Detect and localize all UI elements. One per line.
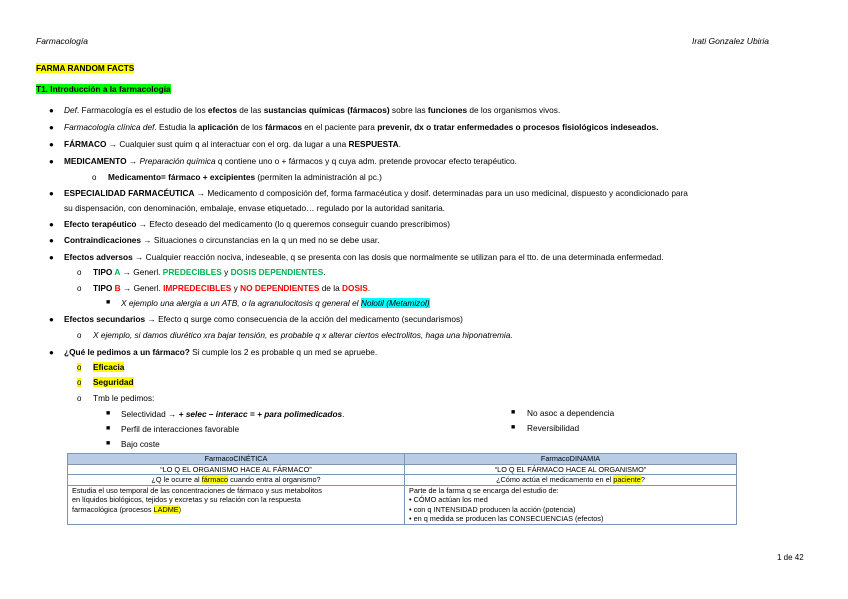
table-header-row	[68, 454, 737, 465]
bullet-icon: ●	[49, 106, 54, 115]
circle-bullet-icon: o	[77, 363, 82, 372]
circle-bullet-icon: o	[92, 173, 97, 182]
bullet-icon: ●	[49, 220, 54, 229]
table-cell: Estudia el uso temporal de las concentraciones de fármaco y sus metabolitos en líquidos biológicos, tejidos y excretas y su relación con la respuesta farmacológica (procesos LADME)	[68, 485, 405, 524]
definition-line: Def. Farmacología es el estudio de los efectos de las sustancias químicas (fármacos) sobre las funciones de los organismos vivos.	[64, 105, 561, 115]
farmaco-line: FÁRMACO → Cualquier sust quim q al interactuar con el org. da lugar a una RESPUESTA.	[64, 139, 401, 149]
square-bullet-icon: ■	[106, 410, 111, 417]
doc-title: FARMA RANDOM FACTS	[36, 63, 135, 73]
circle-bullet-icon: o	[77, 284, 82, 293]
table-cell: Parte de la farma q se encarga del estudio de: • CÓMO actúan los med • con q INTENSIDAD producen la acción (potencia) • en q medida se producen las CONSECUENCIAS (efectos)	[405, 485, 737, 524]
bullet-icon: ●	[49, 157, 54, 166]
table-cell: “LO Q EL FÁRMACO HACE AL ORGANISMO”	[405, 464, 737, 475]
medicamento-sub-line: Medicamento= fármaco + excipientes (permiten la administración al pc.)	[108, 172, 382, 182]
bullet-icon: ●	[49, 236, 54, 245]
bajo-coste-item: Bajo coste	[121, 439, 160, 449]
circle-bullet-icon: o	[77, 331, 82, 340]
perfil-item: Perfil de interacciones favorable	[121, 424, 240, 434]
reversibilidad-item: Reversibilidad	[527, 423, 580, 433]
selectividad-item: Selectividad → + selec – interacc = + para polimedicados.	[121, 409, 345, 419]
table-row	[68, 464, 737, 475]
table-cell: ¿Q le ocurre al fármaco cuando entra al organismo?	[68, 475, 405, 486]
bullet-icon: ●	[49, 123, 54, 132]
tipo-a-line: TIPO A → Generl. PREDECIBLES y DOSIS DEPENDIENTES.	[93, 267, 326, 277]
table-header-cell: FarmacoCINÉTICA	[68, 454, 405, 465]
table-row	[68, 475, 737, 486]
tipo-b-line: TIPO B → Generl. IMPREDECIBLES y NO DEPENDIENTES de la DOSIS.	[93, 283, 371, 293]
header-right: Irati Gonzalez Ubiria	[692, 36, 770, 46]
clinical-definition-line: Farmacología clínica def. Estudia la aplicación de los fármacos en el paciente para prevenir, dx o tratar enfermedades o procesos fisiológicos indeseados.	[64, 122, 659, 132]
bullet-icon: ●	[49, 140, 54, 149]
page-number: 1 de 42	[777, 553, 804, 562]
efectos-adversos-line: Efectos adversos → Cualquier reacción nociva, indeseable, q se presenta con las dosis que normalmente se utilizan para el tto. de una determinada enfermedad.	[64, 252, 664, 262]
square-bullet-icon: ■	[106, 425, 111, 432]
bullet-icon: ●	[49, 253, 54, 262]
circle-bullet-icon: o	[77, 394, 82, 403]
table-cell: ¿Cómo actúa el medicamento en el paciente?	[405, 475, 737, 486]
tambien-pedimos-line: Tmb le pedimos:	[93, 393, 155, 403]
seguridad-item: Seguridad	[93, 377, 134, 387]
table-cell: “LO Q EL ORGANISMO HACE AL FÁRMACO”	[68, 464, 405, 475]
especialidad-line-2: su dispensación, con denominación, embalaje, envase etiquetado… regulado por la autoridad sanitaria.	[64, 203, 445, 213]
square-bullet-icon: ■	[106, 299, 111, 306]
eficacia-item: Eficacia	[93, 362, 125, 372]
que-pedimos-line: ¿Qué le pedimos a un fármaco? Si cumple los 2 es probable q un med se apruebe.	[64, 347, 378, 357]
efectos-secundarios-example: X ejemplo, si damos diurético xra bajar tensión, es probable q x alterar ciertos electrolitos, haga una hiponatremia.	[93, 330, 513, 340]
bullet-icon: ●	[49, 189, 54, 198]
no-dependencia-item: No asoc a dependencia	[527, 408, 615, 418]
comparison-table	[67, 453, 737, 525]
bullet-icon: ●	[49, 348, 54, 357]
circle-bullet-icon: o	[77, 378, 82, 387]
section-title: T1. Introducción a la farmacología	[36, 84, 171, 94]
square-bullet-icon: ■	[511, 409, 516, 416]
contraindicaciones-line: Contraindicaciones → Situaciones o circunstancias en la q un med no se debe usar.	[64, 235, 380, 245]
efecto-terapeutico-line: Efecto terapéutico → Efecto deseado del medicamento (lo q queremos conseguir cuando prescribimos)	[64, 219, 450, 229]
bullet-icon: ●	[49, 315, 54, 324]
medicamento-line: MEDICAMENTO → Preparación química q contiene uno o + fármacos y q cuya adm. pretende provocar efecto terapéutico.	[64, 156, 517, 166]
efectos-secundarios-line: Efectos secundarios → Efecto q surge como consecuencia de la acción del medicamento (secundarismos)	[64, 314, 463, 324]
square-bullet-icon: ■	[106, 440, 111, 447]
header-left: Farmacología	[36, 36, 88, 46]
table-row	[68, 485, 737, 524]
square-bullet-icon: ■	[511, 424, 516, 431]
especialidad-line: ESPECIALIDAD FARMACÉUTICA → Medicamento d composición def, forma farmacéutica y dosif. determinadas para un uso medicinal, dispuesto y acondicionado para	[64, 188, 688, 198]
circle-bullet-icon: o	[77, 268, 82, 277]
table-header-cell: FarmacoDINAMIA	[405, 454, 737, 465]
tipo-b-example: X ejemplo una alergia a un ATB, o la agranulocitosis q general el Nolotil (Metamizol)	[121, 298, 430, 308]
